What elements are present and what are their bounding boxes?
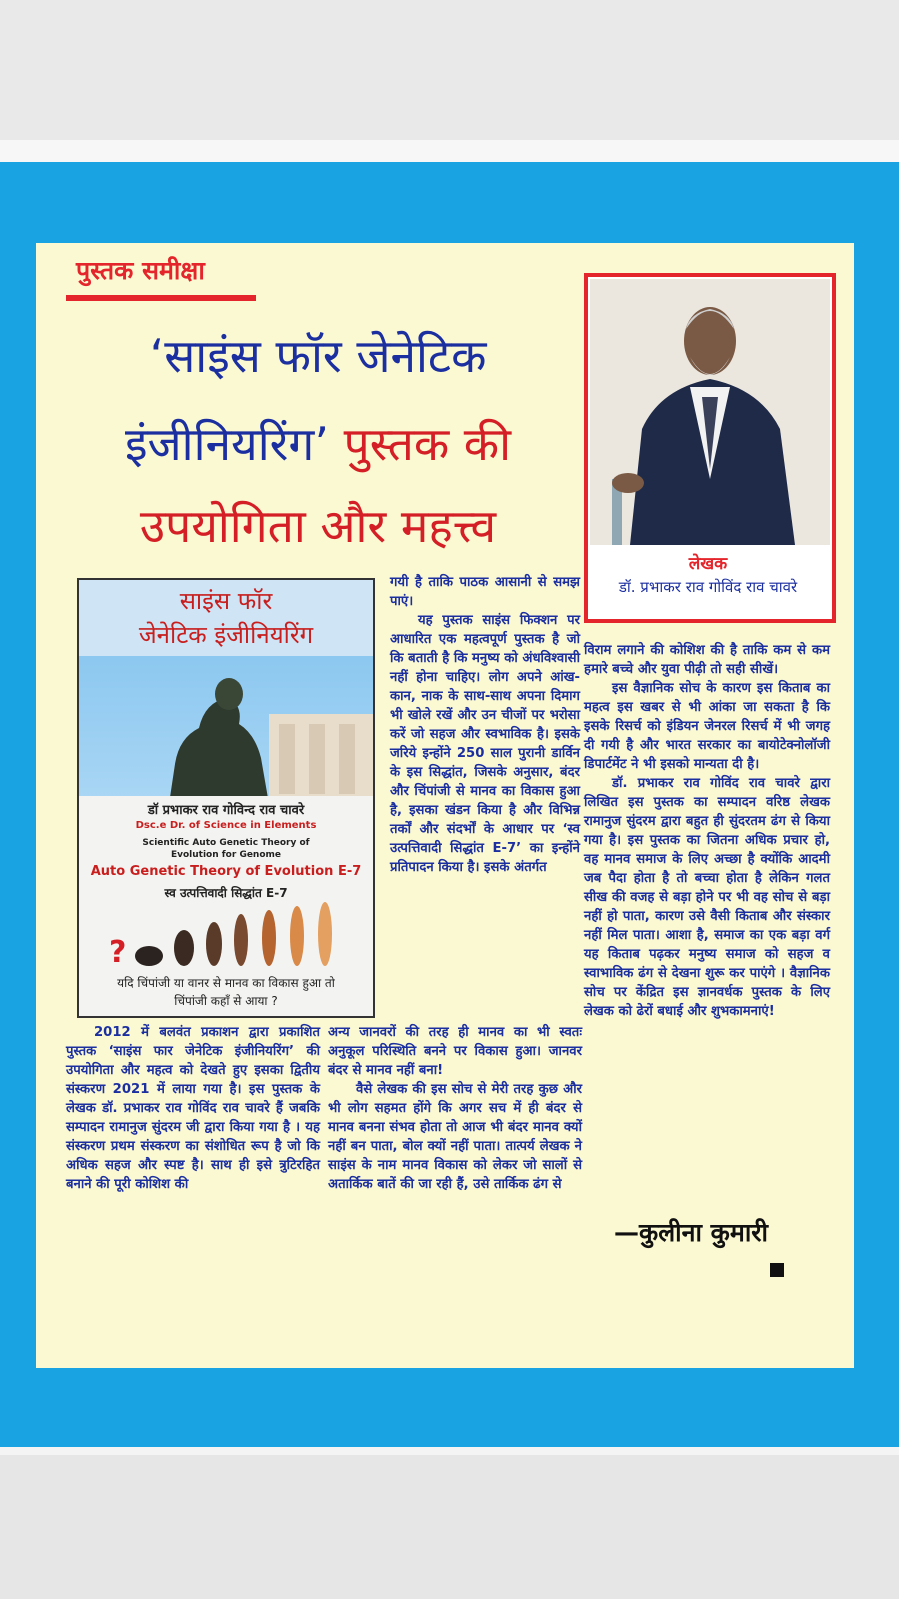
article-column-left xyxy=(66,1023,320,1194)
headline-line-2 xyxy=(58,419,578,470)
cover-theory: Auto Genetic Theory of Evolution E-7 xyxy=(90,864,362,879)
cover-question-line-2: चिंपांजी कहाँ से आया ? xyxy=(174,994,278,1008)
headline-line-2-blue: इंजीनियरिंग’ xyxy=(124,417,329,471)
cover-question-mark: ? xyxy=(109,935,127,970)
newspaper-page xyxy=(36,243,854,1368)
section-underline xyxy=(66,295,256,301)
article-column-beside-cover xyxy=(390,573,580,877)
cover-title-line-1: साइंस फॉर xyxy=(179,587,273,615)
cover-title-line-2: जेनेटिक इंजीनियरिंग xyxy=(138,621,314,649)
article-paragraph: इस वैज्ञानिक सोच के कारण इस किताब का महत्व इस खबर से भी आंका जा सकता है कि इसके रिसर्च को इंडियन जेनरल रिसर्च में भी जगह दी गयी है और भारत सरकार का बायोटेक्नोलॉजी डिपार्टमेंट ने भी इसको मान्यता दी है। xyxy=(584,681,830,772)
author-photo xyxy=(590,279,830,545)
article-paragraph: वैसे लेखक की इस सोच से मेरी तरह कुछ और भी लोग सहमत होंगे कि अगर सच में ही बंदर से मानव बनना संभव होता तो आज भी बंदर मानव क्यों नहीं बन पाता, बोल क्यों नहीं पाता। तात्पर्य लेखक ने साइंस के नाम मानव विकास को लेकर जो सालों से अतार्किक बातें की जा रही हैं, उसे तार्किक ढंग से xyxy=(328,1082,582,1192)
cover-hindi-theory: स्व उत्पत्तिवादी सिद्धांत E-7 xyxy=(164,886,288,900)
author-caption-title: लेखक xyxy=(688,554,728,574)
section-label: पुस्तक समीक्षा xyxy=(76,256,205,285)
bottom-strip xyxy=(0,1447,899,1455)
author-caption-name: डॉ. प्रभाकर राव गोविंद राव चावरे xyxy=(618,578,798,596)
end-mark xyxy=(770,1263,784,1277)
cover-degree: Dsc.e Dr. of Science in Elements xyxy=(135,820,317,831)
article-column-middle xyxy=(328,1023,582,1194)
article-column-right xyxy=(584,641,830,1021)
article-paragraph: अन्य जानवरों की तरह ही मानव का भी स्वतः अनुकूल परिस्थिति बनने पर विकास हुआ। जानवर बंदर से मानव नहीं बना! xyxy=(328,1025,582,1078)
author-photo-box xyxy=(584,273,836,623)
headline-line-2-red: पुस्तक की xyxy=(328,417,512,471)
top-strip xyxy=(0,140,899,162)
cover-subtitle-2: Evolution for Genome xyxy=(170,850,282,860)
cover-subtitle-1: Scientific Auto Genetic Theory of xyxy=(142,838,310,848)
article-paragraph: यह पुस्तक साइंस फिक्शन पर आधारित एक महत्वपूर्ण पुस्तक है जो कि बताती है कि मनुष्य को अंधविश्वासी नहीं होना चाहिए। लोग अपने आंख-कान, नाक के साथ-साथ अपना दिमाग भी खोले रखें और उन चीजों पर भरोसा करें जो सहज और स्वभाविक है। इसके जरिये इन्होंने 250 साल पुरानी डार्विन के इस सिद्धांत, जिसके अनुसार, बंदर और चिंपांजी से मानव का विकास हुआ है, इसका खंडन किया है और विभिन्न तर्कों और संदर्भों के आधार पर ‘स्व उत्पत्तिवादी सिद्धांत E-7’ का इन्होंने प्रतिपादन किया है। इसके अंतर्गत xyxy=(390,613,580,875)
evolution-figures-image xyxy=(79,898,373,978)
thinker-statue-image xyxy=(79,654,373,804)
author-portrait-image xyxy=(590,279,830,545)
cover-author: डॉ प्रभाकर राव गोविन्द राव चावरे xyxy=(147,803,305,818)
article-paragraph: 2012 में बलवंत प्रकाशन द्वारा प्रकाशित पुस्तक ‘साइंस फार जेनेटिक इंजीनियरिंग’ की उपयोगिता और महत्व को देखते हुए इसका द्वितीय संस्करण 2021 में लाया गया है। इस पुस्तक के लेखक डॉ. प्रभाकर राव गोविंद राव चावरे हैं जबकि सम्पादन रामानुज सुंदरम जी द्वारा किया गया है । यह संस्करण प्रथम संस्करण का संशोधित रूप है जो कि अधिक सहज और स्पष्ट है। साथ ही इसे त्रुटिरहित बनाने की पूरी कोशिश की xyxy=(66,1025,320,1192)
top-background xyxy=(0,0,899,140)
cover-question-line-1: यदि चिंपांजी या वानर से मानव का विकास हुआ तो xyxy=(117,976,335,990)
article-paragraph: डॉ. प्रभाकर राव गोविंद राव चावरे द्वारा लिखित इस पुस्तक का सम्पादन वरिष्ठ लेखक रामानुज सुंदरम द्वारा बहुत ही सुंदरतम ढंग से किया गया है। इस पुस्तक का जितना अधिक प्रचार हो, वह मानव समाज के लिए अच्छा है क्योंकि आदमी जब पैदा होता है तो बच्चा होता है लेकिन गलत सीख की वजह से बड़ा होने पर भी वह सोच से बड़ा नहीं हो पाता, कारण उसे वैसी किताब और संस्कार नहीं मिल पाता। आशा है, समाज का एक बड़ा वर्ग यह किताब पढ़कर मनुष्य समाज को सहज व स्वाभाविक ढंग से देखना शुरू कर पाएंगे । वैज्ञानिक सोच पर केंद्रित इस ज्ञानवर्धक पुस्तक के लिए लेखक को ढेरों बधाई और शुभकामनाएं! xyxy=(584,776,830,1019)
article-paragraph: गयी है ताकि पाठक आसानी से समझ पाएं। xyxy=(390,575,580,609)
author-signature: —कुलीना कुमारी xyxy=(614,1218,769,1247)
headline-line-3: उपयोगिता और महत्त्व xyxy=(139,499,497,553)
book-cover xyxy=(77,578,375,1018)
article-paragraph: विराम लगाने की कोशिश की है ताकि कम से कम हमारे बच्चे और युवा पीढ़ी तो सही सीखें। xyxy=(584,643,830,677)
headline-line-1: ‘साइंस फॉर जेनेटिक xyxy=(149,329,487,383)
